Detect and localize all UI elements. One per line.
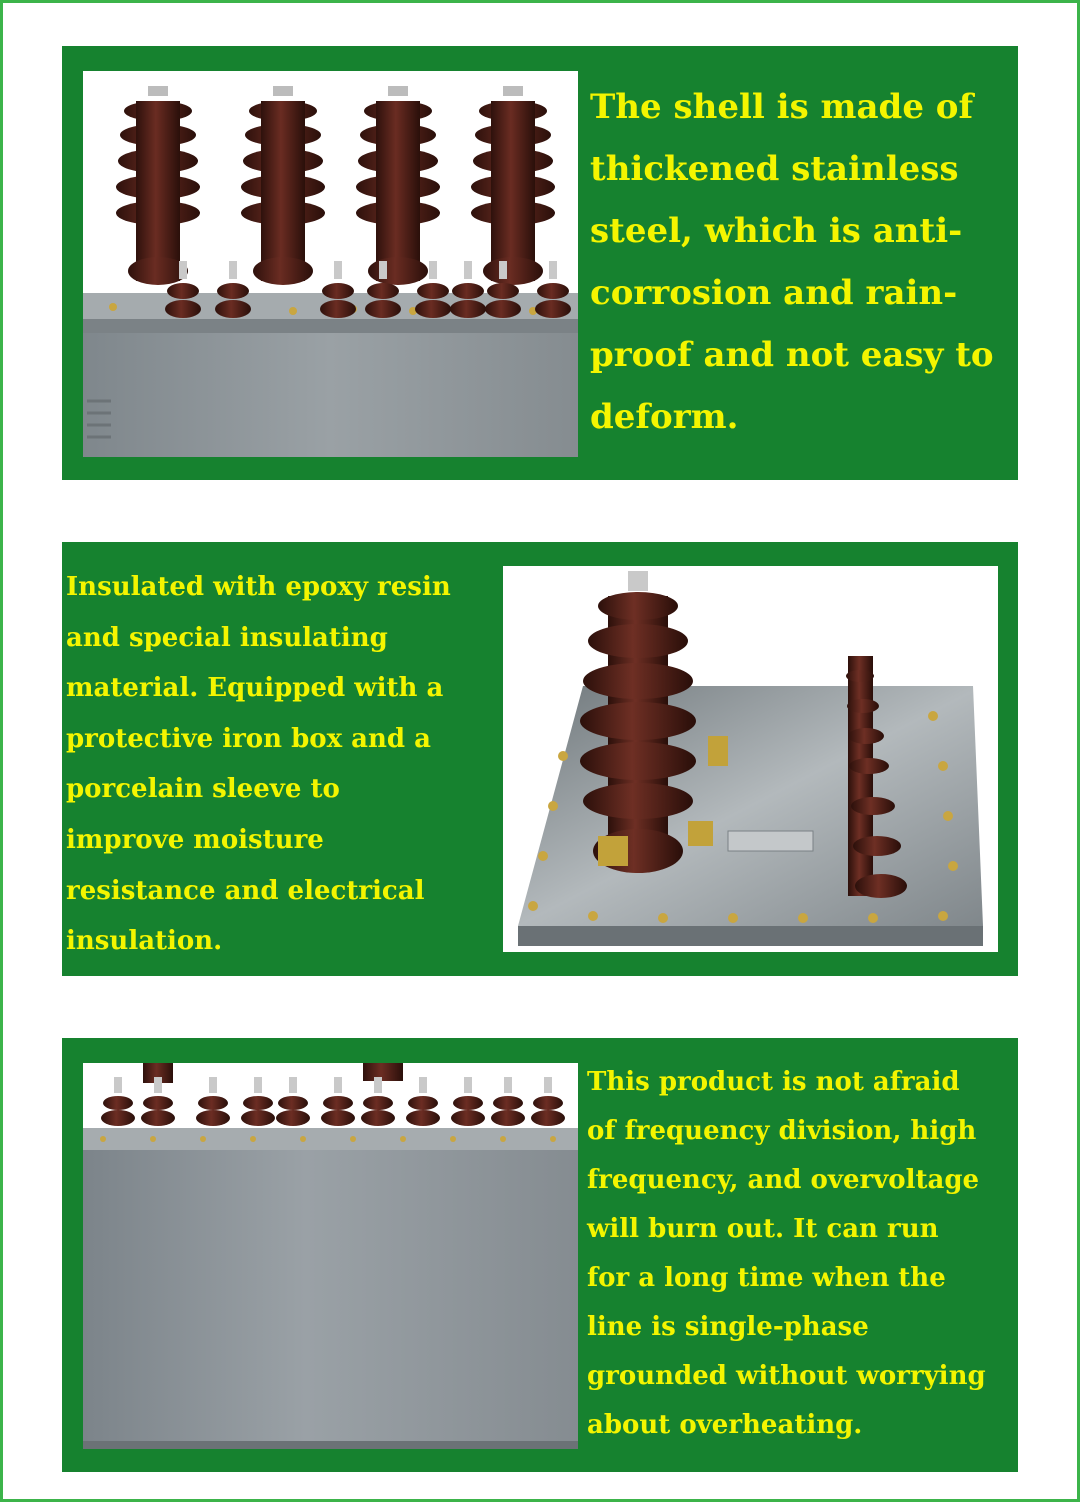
transformer-top-view-photo	[83, 71, 578, 457]
text-line: material. Equipped with a	[66, 673, 444, 704]
text-line: Insulated with epoxy resin	[66, 572, 451, 602]
overvoltage-description	[587, 1058, 1013, 1450]
text-line: grounded without worrying	[587, 1361, 986, 1391]
text-line: frequency, and overvoltage	[587, 1165, 980, 1195]
text-line: The shell is made of	[590, 87, 974, 127]
text-line: will burn out. It can run	[587, 1214, 939, 1244]
shell-description	[590, 76, 1008, 448]
text-line: resistance and electrical	[66, 875, 425, 906]
text-line: and special insulating	[66, 622, 388, 653]
text-line: thickened stainless	[590, 149, 959, 189]
feature-panel-shell	[62, 46, 1018, 480]
text-line: proof and not easy to	[590, 335, 994, 375]
transformer-tank-photo	[83, 1063, 578, 1449]
text-line: of frequency division, high	[587, 1116, 977, 1146]
text-line: corrosion and rain-	[590, 273, 958, 313]
text-line: steel, which is anti-	[590, 211, 963, 251]
text-line: for a long time when the	[587, 1263, 946, 1293]
text-line: protective iron box and a	[66, 723, 431, 754]
text-line: This product is not afraid	[587, 1067, 960, 1097]
text-line: deform.	[590, 397, 739, 437]
transformer-lid-photo	[503, 566, 998, 952]
text-line: improve moisture	[66, 824, 324, 855]
text-line: about overheating.	[587, 1410, 863, 1440]
feature-panel-insulation	[62, 542, 1018, 976]
text-line: line is single-phase	[587, 1312, 869, 1342]
text-line: insulation.	[66, 926, 223, 957]
insulation-description	[66, 562, 491, 967]
text-line: porcelain sleeve to	[66, 774, 340, 805]
feature-panel-overvoltage	[62, 1038, 1018, 1472]
